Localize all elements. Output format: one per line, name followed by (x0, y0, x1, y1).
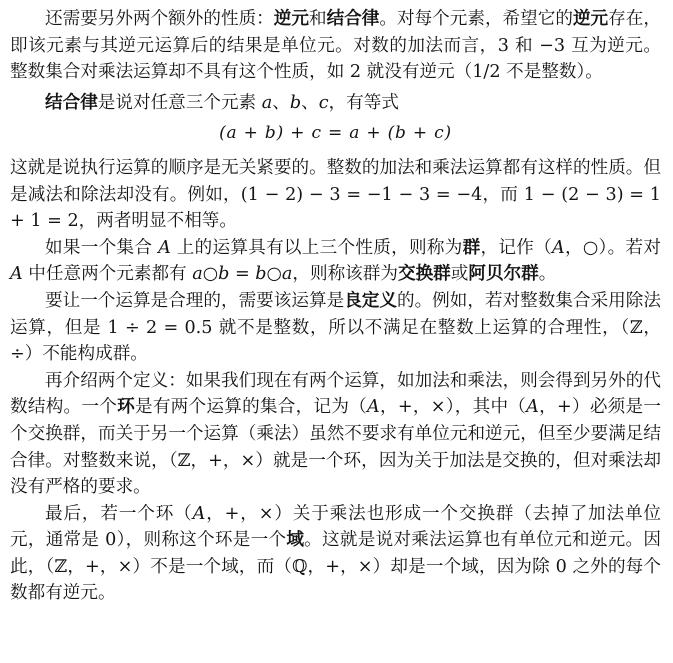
text-run: ，+，×），其中（ (379, 397, 527, 418)
math-variable: A (552, 237, 565, 258)
paragraph-inverse-associativity (10, 6, 661, 86)
text-run: 是有两个运算的集合，记为（ (134, 397, 368, 418)
paragraph-field-definition (10, 501, 661, 607)
text-run: 这就是说执行运算的顺序是无关紧要的。整数的加法和乘法运算都有这样的性质。但是减法和除法却没有。例如，(1 − 2) − 3 = −1 − 3 = −4，而 1 − (2 − 3) = 1 + 1 = 2，两者明显不相等。 (10, 157, 661, 232)
associativity-formula (10, 120, 661, 147)
math-variable: A (367, 397, 380, 418)
text-run: 如果一个集合 (45, 237, 159, 258)
text-run: ，则称该群为 (292, 264, 398, 285)
text-run: 还需要另外两个额外的性质： (45, 9, 274, 29)
text-run: ，+）必须是一个交换群，而关于另一个运算（乘法）虽然不要求有单位元和逆元，但至少要满足结合律。对整数来说，（ℤ，+，×）就是一个环，因为关于加法是交换的，但对乘法却没有严格的要求。 (10, 397, 661, 498)
text-run: 存在，即该元素与其逆元运算后的结果是单位元。对数的加法而言，3 和 −3 互为逆元。整数集合对乘法运算却不具有这个性质，如 2 就没有逆元（1/2 不是整数）。 (10, 9, 661, 83)
text-run: ，+，×）关于乘法也形成一个交换群（去掉了加法单位元，通常是 0），则称这个环是一个 (10, 503, 661, 551)
text-run: 或 (450, 264, 469, 285)
text-run: 是说对任意三个元素 (97, 92, 262, 113)
paragraph-well-defined (10, 288, 661, 368)
math-variable: A (526, 397, 539, 418)
formula-text: (a + b) + c = a + (b + c) (219, 123, 452, 144)
term-group: 群 (462, 236, 481, 258)
text-run: 要让一个运算是合理的，需要该运算是 (45, 290, 345, 311)
math-expression: a○b = b○a (192, 264, 293, 285)
text-run: 再介绍两个定义：如果我们现在有两个运算，如加法和乘法，则会得到另外的代数结构。一个 (10, 370, 661, 418)
math-variable: A (10, 264, 23, 285)
term-associativity: 结合律 (45, 91, 98, 113)
term-commutative-group: 交换群 (397, 263, 451, 285)
math-variable: c (318, 92, 329, 113)
term-well-defined: 良定义 (344, 289, 397, 311)
math-variable: a (261, 92, 273, 113)
term-ring: 环 (117, 396, 135, 418)
text-run: 和 (308, 9, 327, 29)
math-variable: A (192, 503, 206, 524)
term-inverse: 逆元 (572, 8, 609, 29)
term-inverse: 逆元 (273, 8, 309, 29)
text-run: 中任意两个元素都有 (22, 264, 193, 285)
term-abelian-group: 阿贝尔群 (468, 263, 539, 285)
text-run: 的。例如，若对整数集合采用除法运算，但是 1 ÷ 2 = 0.5 就不是整数，所以不满足在整数上运算的合理性，（ℤ，÷）不能构成群。 (10, 290, 661, 365)
paragraph-associativity-definition (10, 90, 661, 117)
term-field: 域 (286, 529, 305, 551)
paragraph-ring-definition (10, 368, 661, 501)
paragraph-group-definition (10, 235, 661, 288)
text-run: ，有等式 (328, 92, 399, 113)
math-variable: b (289, 92, 302, 113)
text-run: ，记作（ (480, 237, 553, 258)
text-run: ，○）。若对 (564, 237, 661, 258)
text-run: 、 (272, 92, 290, 113)
text-run: 。这就是说对乘法运算也有单位元和逆元。因此，（ℤ，+，×）不是一个域，而（ℚ，+，×）却是一个域，因为除 0 之外的每个数都有逆元。 (10, 530, 661, 604)
paragraph-associativity-examples (10, 155, 661, 235)
text-run: 上的运算具有以上三个性质，则称为 (170, 237, 463, 258)
term-associativity: 结合律 (326, 8, 380, 29)
text-run: 。对每个元素，希望它的 (379, 9, 573, 29)
math-variable: A (158, 237, 171, 258)
text-run: 、 (301, 92, 319, 113)
text-run: 最后，若一个环（ (45, 503, 193, 524)
text-run: 。 (538, 264, 557, 285)
